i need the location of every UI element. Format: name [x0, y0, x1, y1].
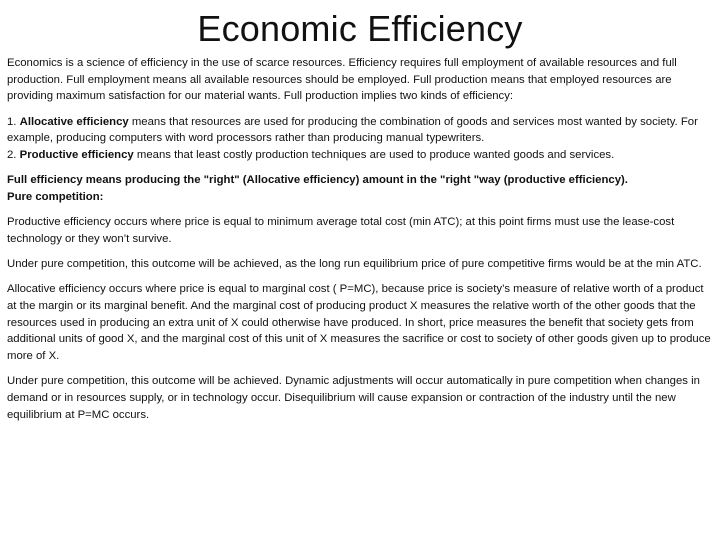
full-efficiency-definition: Full efficiency means producing the "right" (Allocative efficiency) amount in the "right "way (productive efficiency). — [7, 174, 628, 187]
item-term: Allocative efficiency — [19, 115, 129, 128]
productive-efficiency-paragraph: Productive efficiency occurs where price is equal to minimum average total cost (min ATC); at this point firms must use the lease-cost technology or they won’t survive. — [7, 216, 675, 245]
intro-paragraph: Economics is a science of efficiency in the use of scarce resources. Efficiency requires full employment of available resources and full production. Full employment means all available resources should be employed. Full production means that employed resources are providing maximum satisfaction for our material wants. Full production implies two kinds of efficiency: — [7, 57, 677, 103]
item-number: 2. — [7, 149, 20, 162]
item-text: means that least costly production techniques are used to produce wanted goods and services. — [133, 149, 615, 162]
allocative-efficiency-item — [7, 114, 713, 147]
slide-body — [7, 55, 713, 432]
pure-competition-min-atc-paragraph: Under pure competition, this outcome will be achieved, as the long run equilibrium price of pure competitive firms would be at the min ATC. — [7, 258, 702, 271]
item-text: means that resources are used for producing the combination of goods and services most wanted by society. For example, producing computers with word processors rather than producing manual typewriters. — [7, 115, 698, 145]
item-term: Productive efficiency — [19, 149, 134, 162]
pure-competition-dynamic-paragraph: Under pure competition, this outcome will be achieved. Dynamic adjustments will occur automatically in pure competition when changes in demand or in resources supply, or in technology occur. Disequilibrium will cause expansion or contraction of the industry until the new equilibrium at P=MC occurs. — [7, 375, 700, 421]
full-efficiency-block — [7, 172, 713, 205]
slide-title: Economic Efficiency — [197, 8, 523, 49]
productive-efficiency-item — [7, 147, 713, 164]
allocative-efficiency-paragraph: Allocative efficiency occurs where price is equal to marginal cost ( P=MC), because price is society’s measure of relative worth of a product at the margin or its marginal benefit. And the marginal cost of producing product X measures the relative worth of the other goods that the resources used in producing an extra unit of X could otherwise have produced. In short, price measures the benefit that society gets from additional units of good X, and the marginal cost of this unit of X measures the sacrifice or cost to society of other goods given up to produce more of X. — [7, 283, 711, 363]
pure-competition-heading: Pure competition: — [7, 190, 104, 203]
item-number: 1. — [7, 115, 20, 128]
